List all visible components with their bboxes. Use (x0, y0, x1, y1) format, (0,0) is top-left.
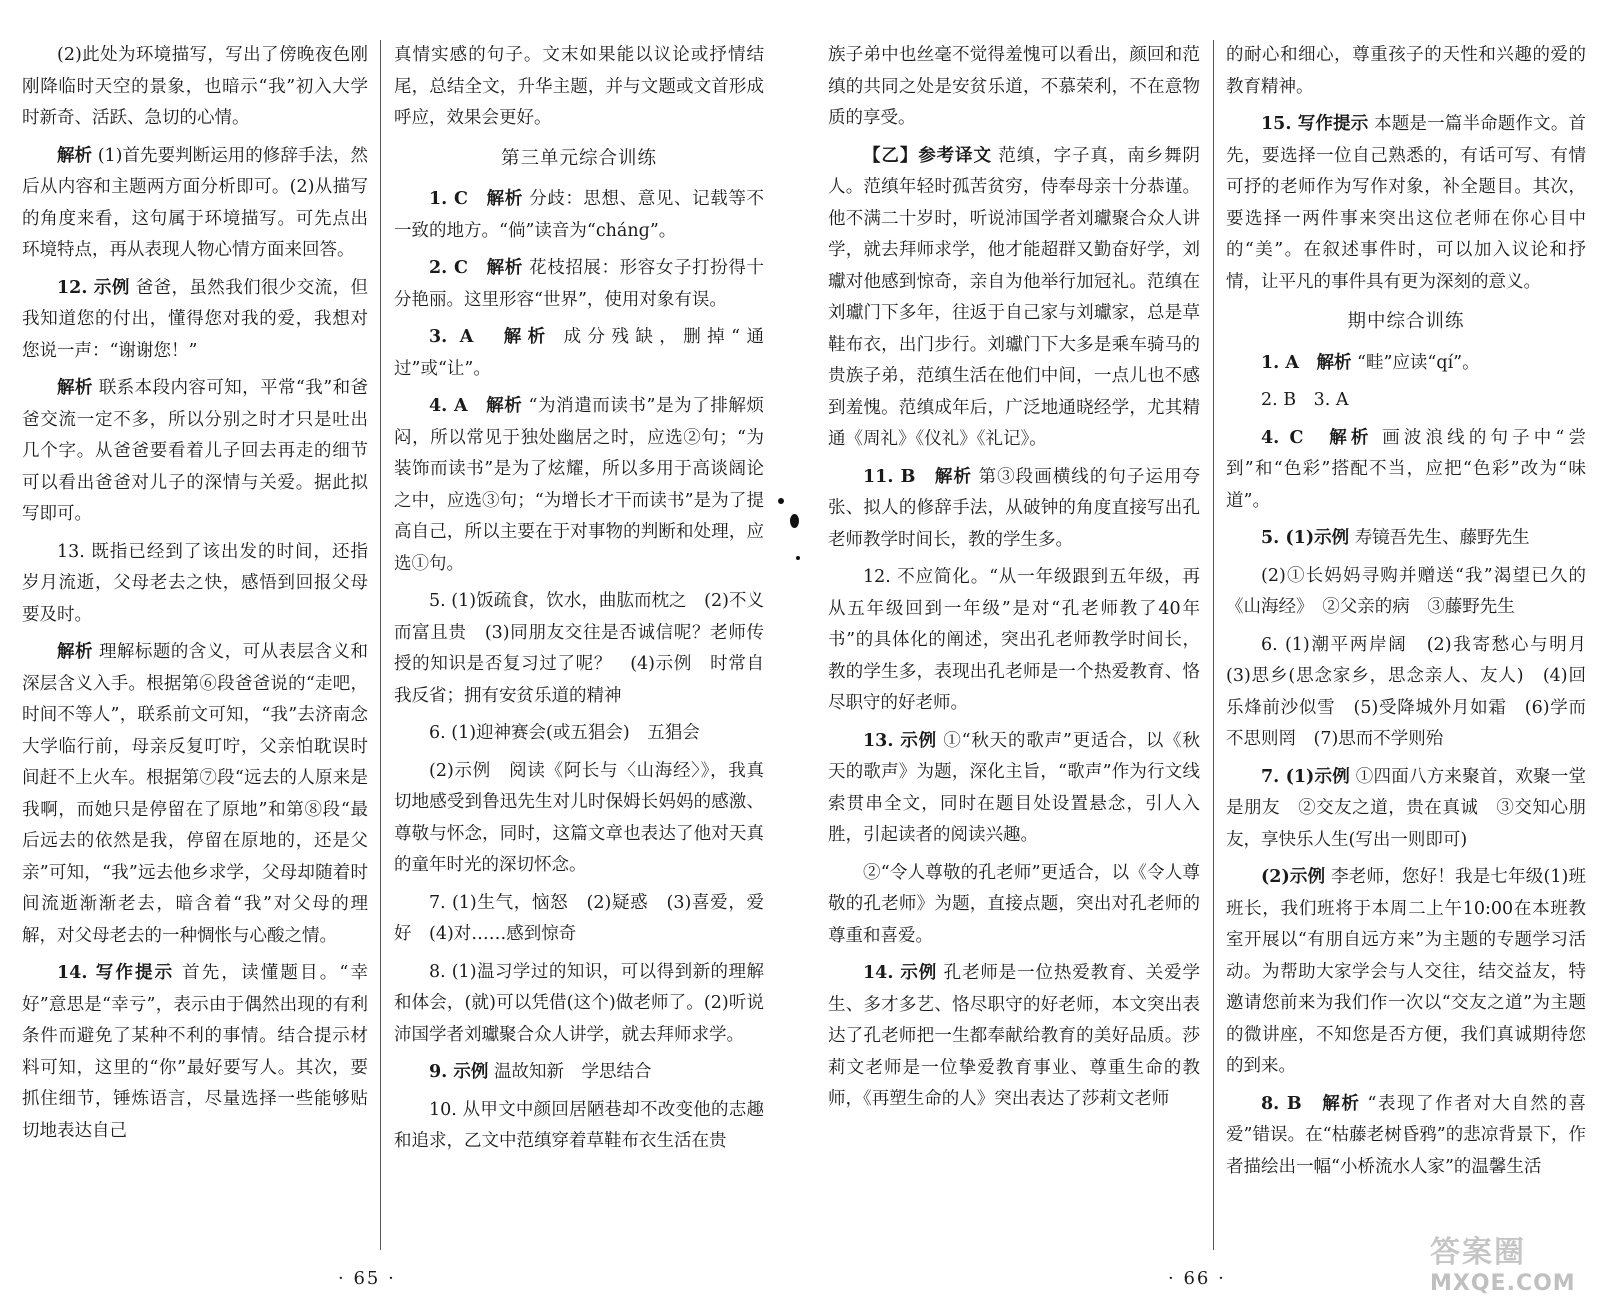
answer-paragraph (394, 957, 764, 1052)
answer-text: 10. 从甲文中颜回居陋巷却不改变他的志趣和追求，乙文中范缜穿着草鞋布衣生活在贵 (394, 1099, 764, 1151)
answer-text: 第③段画横线的句子运用夸张、拟人的修辞手法，从破钟的角度直接写出孔老师教学时间长，教的学生多。 (828, 466, 1200, 550)
answer-label: 8. B 解析 (1261, 1093, 1361, 1114)
answer-text: “表现了作者对大自然的喜爱”错误。在“枯藤老树昏鸦”的悲凉背景下，作者描绘出一幅“小桥流水人家”的温馨生活 (1226, 1093, 1586, 1177)
answer-paragraph (1226, 423, 1586, 518)
answer-text: 花枝招展：形容女子打扮得十分艳丽。这里形容“世界”，使用对象有误。 (394, 258, 764, 310)
answer-label: 解析 (57, 378, 93, 398)
answer-text: ②“令人尊敬的孔老师”更适合，以《令人尊敬的孔老师》为题，直接点题，突出对孔老师的尊重和喜爱。 (828, 862, 1200, 946)
answer-label: 解析 (57, 145, 93, 166)
answer-text: 联系本段内容可知，平常“我”和爸爸交流一定不多，所以分别之时才只是吐出几个字。从爸爸要看着儿子回去再走的细节可以看出爸爸对儿子的深情与关爱。据此拟写即可。 (22, 378, 368, 524)
answer-paragraph (394, 586, 764, 712)
watermark-logo-text: 答案圈 (1430, 1235, 1526, 1270)
answer-label: 3. A 解析 (429, 327, 552, 347)
column-1 (22, 40, 368, 1260)
answer-text: (1)首先要判断运用的修辞手法，然后从内容和主题两方面分析即可。(2)从描写的角度来看，这句属于环境描写。可先点出环境特点，再从表现人物心情方面来回答。 (22, 145, 368, 260)
answer-paragraph (394, 40, 764, 135)
column-3 (828, 40, 1200, 1260)
answer-text: “为消遣而读书”是为了排解烦闷，所以常见于独处幽居之时，应选②句；“为装饰而读书”是为了炫耀，所以多用于高谈阔论之中，应选③句；“为增长才干而读书”是为了提高自己，所以主要在于对事物的判断和处理，应选①句。 (394, 396, 764, 574)
answer-paragraph (394, 756, 764, 882)
answer-paragraph (1226, 109, 1586, 298)
answer-text: 5. (1)饭疏食，饮水，曲肱而枕之 (2)不义而富且贵 (3)同朋友交往是否诚信呢？老师传授的知识是否复习过了呢？ (4)示例 时常自我反省；拥有安贫乐道的精神 (394, 591, 764, 706)
answer-paragraph (828, 858, 1200, 953)
answer-paragraph (22, 40, 368, 135)
answer-label: 【乙】参考译文 (863, 145, 992, 166)
answer-paragraph (1226, 561, 1586, 624)
answer-label: 11. B 解析 (863, 466, 972, 487)
answer-paragraph (394, 184, 764, 247)
binding-mark (778, 498, 784, 504)
answer-label: 15. 写作提示 (1261, 114, 1369, 134)
unit3-heading: 第三单元综合训练 (500, 147, 657, 169)
answer-label: 1. C 解析 (429, 189, 523, 209)
answer-paragraph (1226, 40, 1586, 103)
answer-text: 寿镜吾先生、藤野先生 (1354, 528, 1530, 548)
column-divider-right (1213, 40, 1214, 1250)
column-4 (1226, 40, 1586, 1260)
answer-text: 12. 不应简化。“从一年级跟到五年级，再从五年级回到一年级”是对“孔老师教了40年书”的具体化的阐述，突出孔老师教学时间长，教的学生多，表现出孔老师是一个热爱教育、恪尽职守的好老师。 (828, 567, 1200, 713)
answer-paragraph (1226, 1089, 1586, 1184)
answer-label: 14. 示例 (863, 963, 938, 983)
answer-label: 13. 示例 (863, 730, 937, 751)
page-number-left: · 65 · (338, 1268, 396, 1289)
answer-text: (2)①长妈妈寻购并赠送“我”渴望已久的《山海经》 ②父亲的病 ③藤野先生 (1226, 565, 1586, 617)
answer-label: 9. 示例 (429, 1062, 489, 1082)
answer-text: 13. 既指已经到了该出发的时间，还指岁月流逝，父母老去之快，感悟到回报父母要及时。 (22, 541, 368, 625)
answer-paragraph (394, 322, 764, 385)
answer-label: 7. (1)示例 (1261, 766, 1350, 787)
answer-label: 14. 写作提示 (57, 963, 175, 983)
answer-label: 5. (1)示例 (1261, 528, 1350, 548)
answer-label: 解析 (57, 642, 93, 662)
answer-paragraph (828, 462, 1200, 557)
answer-paragraph (22, 537, 368, 632)
answer-paragraph (22, 637, 368, 952)
answer-text: “畦”应读“qí”。 (1357, 352, 1480, 373)
answer-text: 的耐心和细心，尊重孩子的天性和兴趣的爱的教育精神。 (1226, 45, 1586, 97)
answer-paragraph (1226, 523, 1586, 555)
answer-paragraph (1226, 348, 1586, 380)
answer-paragraph (394, 1057, 764, 1089)
column-2 (394, 40, 764, 1260)
watermark-url: MXQE.COM (1430, 1271, 1576, 1296)
answer-text: 画波浪线的句子中“尝到”和“色彩”搭配不当，应把“色彩”改为“味道”。 (1226, 427, 1586, 511)
answer-text: 成分残缺，删掉“通过”或“让”。 (394, 327, 764, 379)
answer-paragraph (394, 253, 764, 316)
answer-text: 分歧：思想、意见、记载等不一致的地方。“倘”读音为“chánɡ”。 (394, 189, 764, 241)
answer-label: 2. C 解析 (429, 258, 523, 278)
answer-text: 2. B 3. A (1261, 390, 1349, 410)
watermark-logo (1430, 1227, 1580, 1296)
answer-text: 8. (1)温习学过的知识，可以得到新的理解和体会，(就)可以凭借(这个)做老师了。(2)听说沛国学者刘瓛聚合众人讲学，就去拜师求学。 (394, 961, 764, 1045)
answer-text: 爸爸，虽然我们很少交流，但我知道您的付出，懂得您对我的爱，我想对您说一声：“谢谢您！” (22, 277, 368, 361)
answer-text: 理解标题的含义，可从表层含义和深层含义入手。根据第⑥段爸爸说的“走吧，时间不等人”，联系前文可知，“我”去济南念大学临行前，母亲反复叮咛，父亲怕耽误时间赶不上火车。根据第⑦段“远去的人原来是我啊，而她只是停留在了原地”和第⑧段“最后远去的依然是我，停留在原地的，还是父亲”可知，“我”远去他乡求学，父母却随着时间流逝渐渐老去，暗含着“我”对父母的理解，对父母老去的一种惆怅与心酸之情。 (22, 642, 368, 946)
answer-text: 本题是一篇半命题作文。首先，要选择一位自己熟悉的，有话可写、有情可抒的老师作为写作对象，补全题目。其次，要选择一两件事来突出这位老师在你心目中的“美”。在叙述事件时，可以加入议论和抒情，让平凡的事件具有更为深刻的意义。 (1226, 114, 1586, 292)
answer-paragraph (828, 726, 1200, 852)
answer-label: 12. 示例 (57, 277, 130, 298)
answer-text: 范缜，字子真，南乡舞阴人。范缜年轻时孤苦贫穷，侍奉母亲十分恭谨。他不满二十岁时，听说沛国学者刘瓛聚合众人讲学，就去拜师求学，他才能超群又勤奋好学，刘瓛对他感到惊奇，亲自为他举行加冠礼。范缜在刘瓛门下多年，往返于自己家与刘瓛家，总是草鞋布衣，出门步行。刘瓛门下大多是乘车骑马的贵族子弟，范缜生活在他们中间，一点儿也不感到羞愧。范缜成年后，广泛地通晓经学，尤其精通《周礼》《仪礼》《礼记》。 (828, 145, 1200, 449)
answer-text: (2)示例 阅读《阿长与〈山海经〉》，我真切地感受到鲁迅先生对儿时保姆长妈妈的感激、尊敬与怀念，同时，这篇文章也表达了他对天真的童年时光的深切怀念。 (394, 760, 764, 875)
answer-text: 真情实感的句子。文末如果能以议论或抒情结尾，总结全文，升华主题，并与文题或文首形成呼应，效果会更好。 (394, 45, 764, 128)
answer-text: 6. (1)潮平两岸阔 (2)我寄愁心与明月 (3)思乡(思念家乡，思念亲人、友人) (4)回乐烽前沙似雪 (5)受降城外月如霜 (6)学而不思则罔 (7)思而不学则殆 (1226, 634, 1586, 749)
binding-mark (790, 514, 799, 528)
answer-label: 4. A 解析 (429, 396, 523, 416)
answer-paragraph (22, 373, 368, 531)
answer-text: ①“秋天的歌声”更适合，以《秋天的歌声》为题，深化主旨，“歌声”作为行文线索贯串全文，同时在题目处设置悬念，引人入胜，引起读者的阅读兴趣。 (828, 730, 1200, 845)
answer-paragraph (1226, 630, 1586, 756)
answer-paragraph (394, 391, 764, 580)
midterm-heading: 期中综合训练 (1347, 311, 1465, 332)
answer-paragraph (828, 40, 1200, 135)
answer-paragraph (828, 141, 1200, 456)
answer-text: 孔老师是一位热爱教育、关爱学生、多才多艺、恪尽职守的好老师，本文突出表达了孔老师把一生都奉献给教育的美好品质。莎莉文老师是一位挚爱教育事业、尊重生命的教师，《再塑生命的人》突出表达了莎莉文老师 (828, 963, 1200, 1109)
answer-paragraph (22, 273, 368, 368)
answer-text: 7. (1)生气，恼怒 (2)疑惑 (3)喜爱，爱好 (4)对……感到惊奇 (394, 892, 764, 944)
answer-label: 1. A 解析 (1261, 352, 1352, 373)
answer-paragraph (394, 718, 764, 750)
answer-label: 4. C 解析 (1261, 427, 1373, 448)
answer-paragraph (828, 958, 1200, 1116)
column-divider-left (380, 40, 381, 1250)
answer-text: (2)此处为环境描写，写出了傍晚夜色刚刚降临时天空的景象，也暗示“我”初入大学时新奇、活跃、急切的心情。 (22, 45, 368, 128)
answer-label: (2)示例 (1261, 867, 1326, 887)
binding-mark (796, 556, 800, 560)
answer-text: 李老师，您好！我是七年级(1)班班长，我们班将于本周二上午10:00在本班教室开展以“有朋自远方来”为主题的专题学习活动。为帮助大家学会与人交往，结交益友，特邀请您前来为我们作一次以“交友之道”为主题的微讲座，不知您是否方便，我们真诚期待您的到来。 (1226, 867, 1586, 1076)
answer-paragraph (1226, 762, 1586, 857)
answer-paragraph (22, 141, 368, 267)
answer-paragraph (394, 1095, 764, 1158)
answer-paragraph (828, 562, 1200, 720)
answer-text: 6. (1)迎神赛会(或五猖会) 五猖会 (429, 723, 700, 743)
answer-text: ①四面八方来聚首，欢聚一堂是朋友 ②交友之道，贵在真诚 ③交知心朋友，享快乐人生(写出一则即可) (1226, 766, 1586, 850)
answer-paragraph (1226, 862, 1586, 1083)
answer-paragraph (1226, 385, 1586, 417)
answer-paragraph (22, 958, 368, 1147)
answer-text: 族子弟中也丝毫不觉得羞愧可以看出，颜回和范缜的共同之处是安贫乐道，不慕荣利，不在意物质的享受。 (828, 45, 1200, 128)
answer-text: 首先，读懂题目。“幸好”意思是“幸亏”，表示由于偶然出现的有利条件而避免了某种不利的事情。结合提示材料可知，这里的“你”最好要写人。其次，要抓住细节，锤炼语言，尽量选择一些能够贴切地表达自己 (22, 963, 368, 1141)
page-number-right: · 66 · (1168, 1268, 1226, 1289)
answer-text: 温故知新 学思结合 (493, 1062, 652, 1082)
answer-paragraph (394, 888, 764, 951)
